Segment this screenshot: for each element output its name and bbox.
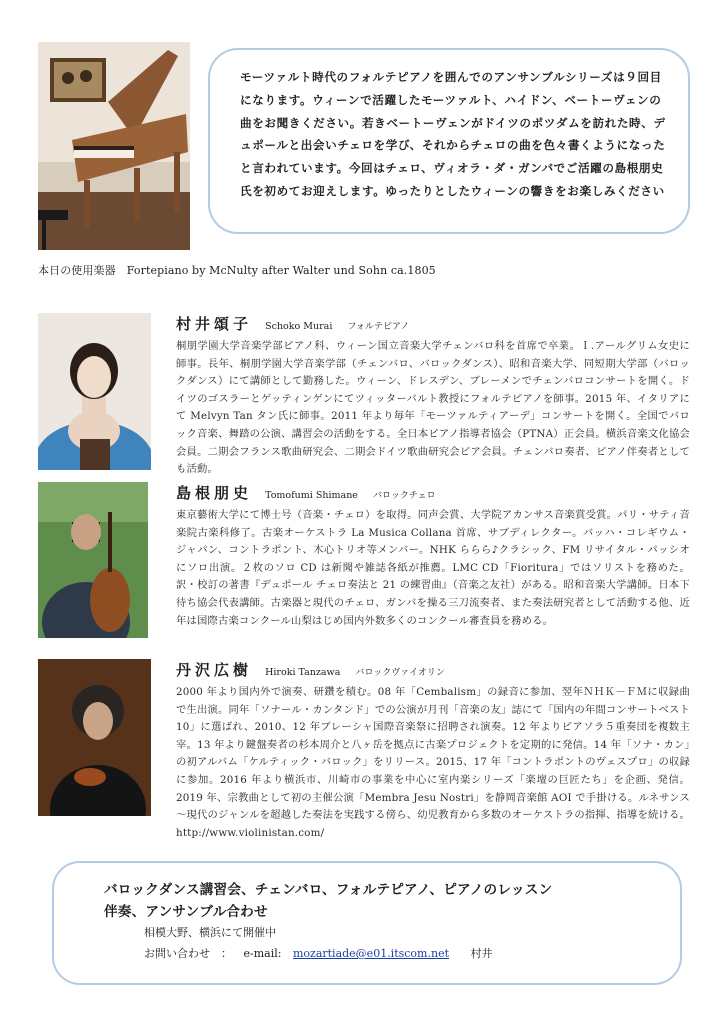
performer-bio: 東京藝術大学にて博士号（音楽・チェロ）を取得。同声会賞、大学院アカンサス音楽賞受賞。パリ・サティ音楽院古楽科修了。古楽オーケストラ La Musica Collana 首席、サブディレクター。バッハ・コレギウム・ジャパン、コントラポント、木心トリオ等メンバー。NHK ららら♪クラシック、FM リサイタル・パッシオにソロ出演。２枚のソロ CD は新聞や雑誌各紙が推薦。LMC CD「Fioritura」ではソリストを務めた。訳・校訂の著書『デュポール チェロ奏法と 21 の練習曲』（音楽之友社）がある。昭和音楽大学講師。日本下待ち協会代表講師。古楽器と現代のチェロ、ガンバを操る三刀流奏者、また奏法研究者として活動する他、近年は国際古楽コンクール山梨はじめ国内外数多くのコンクール審査員を務める。	[176, 509, 690, 627]
tanzawa-portrait-photo	[38, 659, 151, 816]
performer-bio: 2000 年より国内外で演奏、研鑽を積む。08 年「Cembalism」の録音に参加、翌年ＮＨＫ－ＦＭに収録曲で生出演。同年「ソナール・カンタンド」での公演が月刊「音楽の友」誌にて「国内の年間コンサートベスト 10」に選ばれ、2010、12 年ブレーシャ国際音楽祭に招聘され演奏。12 年よりピアソラ５重奏団を複数主宰。13 年より鍵盤奏者の杉本周介と八ヶ岳を拠点に古楽プロジェクトを定期的に発信。14 年「ソナ・カン」の初アルバム「ケルティック・バロック」をリリース。2015、17 年「コントラポントのヴェスプロ」の収録に参加。2016 年より横浜市、川崎市の事業を中心に室内楽シリーズ「楽壇の巨匠たち」を企画、発信。2019 年、宗教曲として初の主催公演「Membra Jesu Nostri」を静岡音楽館 AOI で手掛ける。ルネサンス～現代のジャンルを超越した奏法を実践する傍ら、幼児教育から多数のオーケストラの指揮、指導を続ける。http://www.violinistan.com/	[176, 686, 690, 839]
performer-name-en: Hiroki Tanzawa	[265, 667, 341, 678]
contact-email-link[interactable]: mozartiade@e01.itscom.net	[292, 947, 449, 960]
fortepiano-photo	[38, 42, 190, 250]
performer-name-en: Tomofumi Shimane	[265, 490, 358, 501]
contact-name: 村井	[470, 947, 493, 960]
lesson-info-box	[52, 861, 682, 985]
performer-tanzawa	[38, 659, 690, 839]
lesson-location: 相模大野、横浜にて開催中	[144, 926, 276, 939]
performer-name-ja: 丹沢広樹	[176, 661, 253, 679]
performer-name-en: Schoko Murai	[265, 321, 333, 332]
instrument-caption: 本日の使用楽器 Fortepiano by McNulty after Walter und Sohn ca.1805	[38, 264, 436, 277]
performer-role: バロックヴァイオリン	[355, 668, 445, 678]
email-label: e-mail:	[243, 947, 282, 960]
performer-bio: 桐朋学園大学音楽学部ピアノ科、ウィーン国立音楽大学チェンバロ科を首席で卒業。Ｉ.アールグリム女史に師事。長年、桐朋学園大学音楽学部（チェンバロ、バロックダンス）、昭和音楽大学、同短期大学部（バロックダンス）にて講師として勤務した。ウィーン、ドレスデン、ブレーメンでチェンバロコンサートを開く。ドイツのゴスラーとゲッティンゲンにてツィッターバルト教授にフォルテピアノを師事。2015 年、イタリアにて Melvyn Tan タン氏に師事。2011 年より毎年「モーツァルティアーデ」コンサートを開く。全国でバロック音楽、舞踏の公演、講習会の活動をする。全日本ピアノ指導者協会（PTNA）正会員。横浜音楽文化協会会員。二期会フランス歌曲研究会、二期会ドイツ歌曲研究会ピア会員。チェンバロ奏者、ピアノ伴奏者としても活動。	[176, 340, 690, 476]
performer-murai	[38, 313, 690, 476]
murai-portrait-photo	[38, 313, 151, 470]
performer-role: バロックチェロ	[373, 491, 436, 501]
lesson-heading-line1: バロックダンス講習会、チェンバロ、フォルテピアノ、ピアノのレッスン	[104, 882, 553, 898]
intro-bubble	[208, 48, 690, 234]
contact-label: お問い合わせ ：	[144, 947, 232, 960]
contact-row	[144, 944, 650, 964]
performer-name-ja: 村井頌子	[176, 315, 253, 333]
lesson-heading-line2: 伴奏、アンサンブル合わせ	[104, 904, 268, 920]
shimane-portrait-photo	[38, 482, 148, 638]
performer-shimane	[38, 482, 690, 642]
performer-role: フォルテピアノ	[347, 322, 410, 332]
intro-text: モーツァルト時代のフォルテピアノを囲んでのアンサンブルシリーズは９回目になります。ウィーンで活躍したモーツァルト、ハイドン、ベートーヴェンの曲をお聞きください。若きベートーヴェンがドイツのポツダムを訪れた時、デュポールと出会いチェロを学び、それからチェロの曲を色々書くようになったと言われています。今回はチェロ、ヴィオラ・ダ・ガンバでご活躍の島根朋史氏を初めてお迎えします。ゆったりとしたウィーンの響きをお楽しみください	[240, 70, 666, 198]
performer-name-ja: 島根朋史	[176, 484, 253, 502]
